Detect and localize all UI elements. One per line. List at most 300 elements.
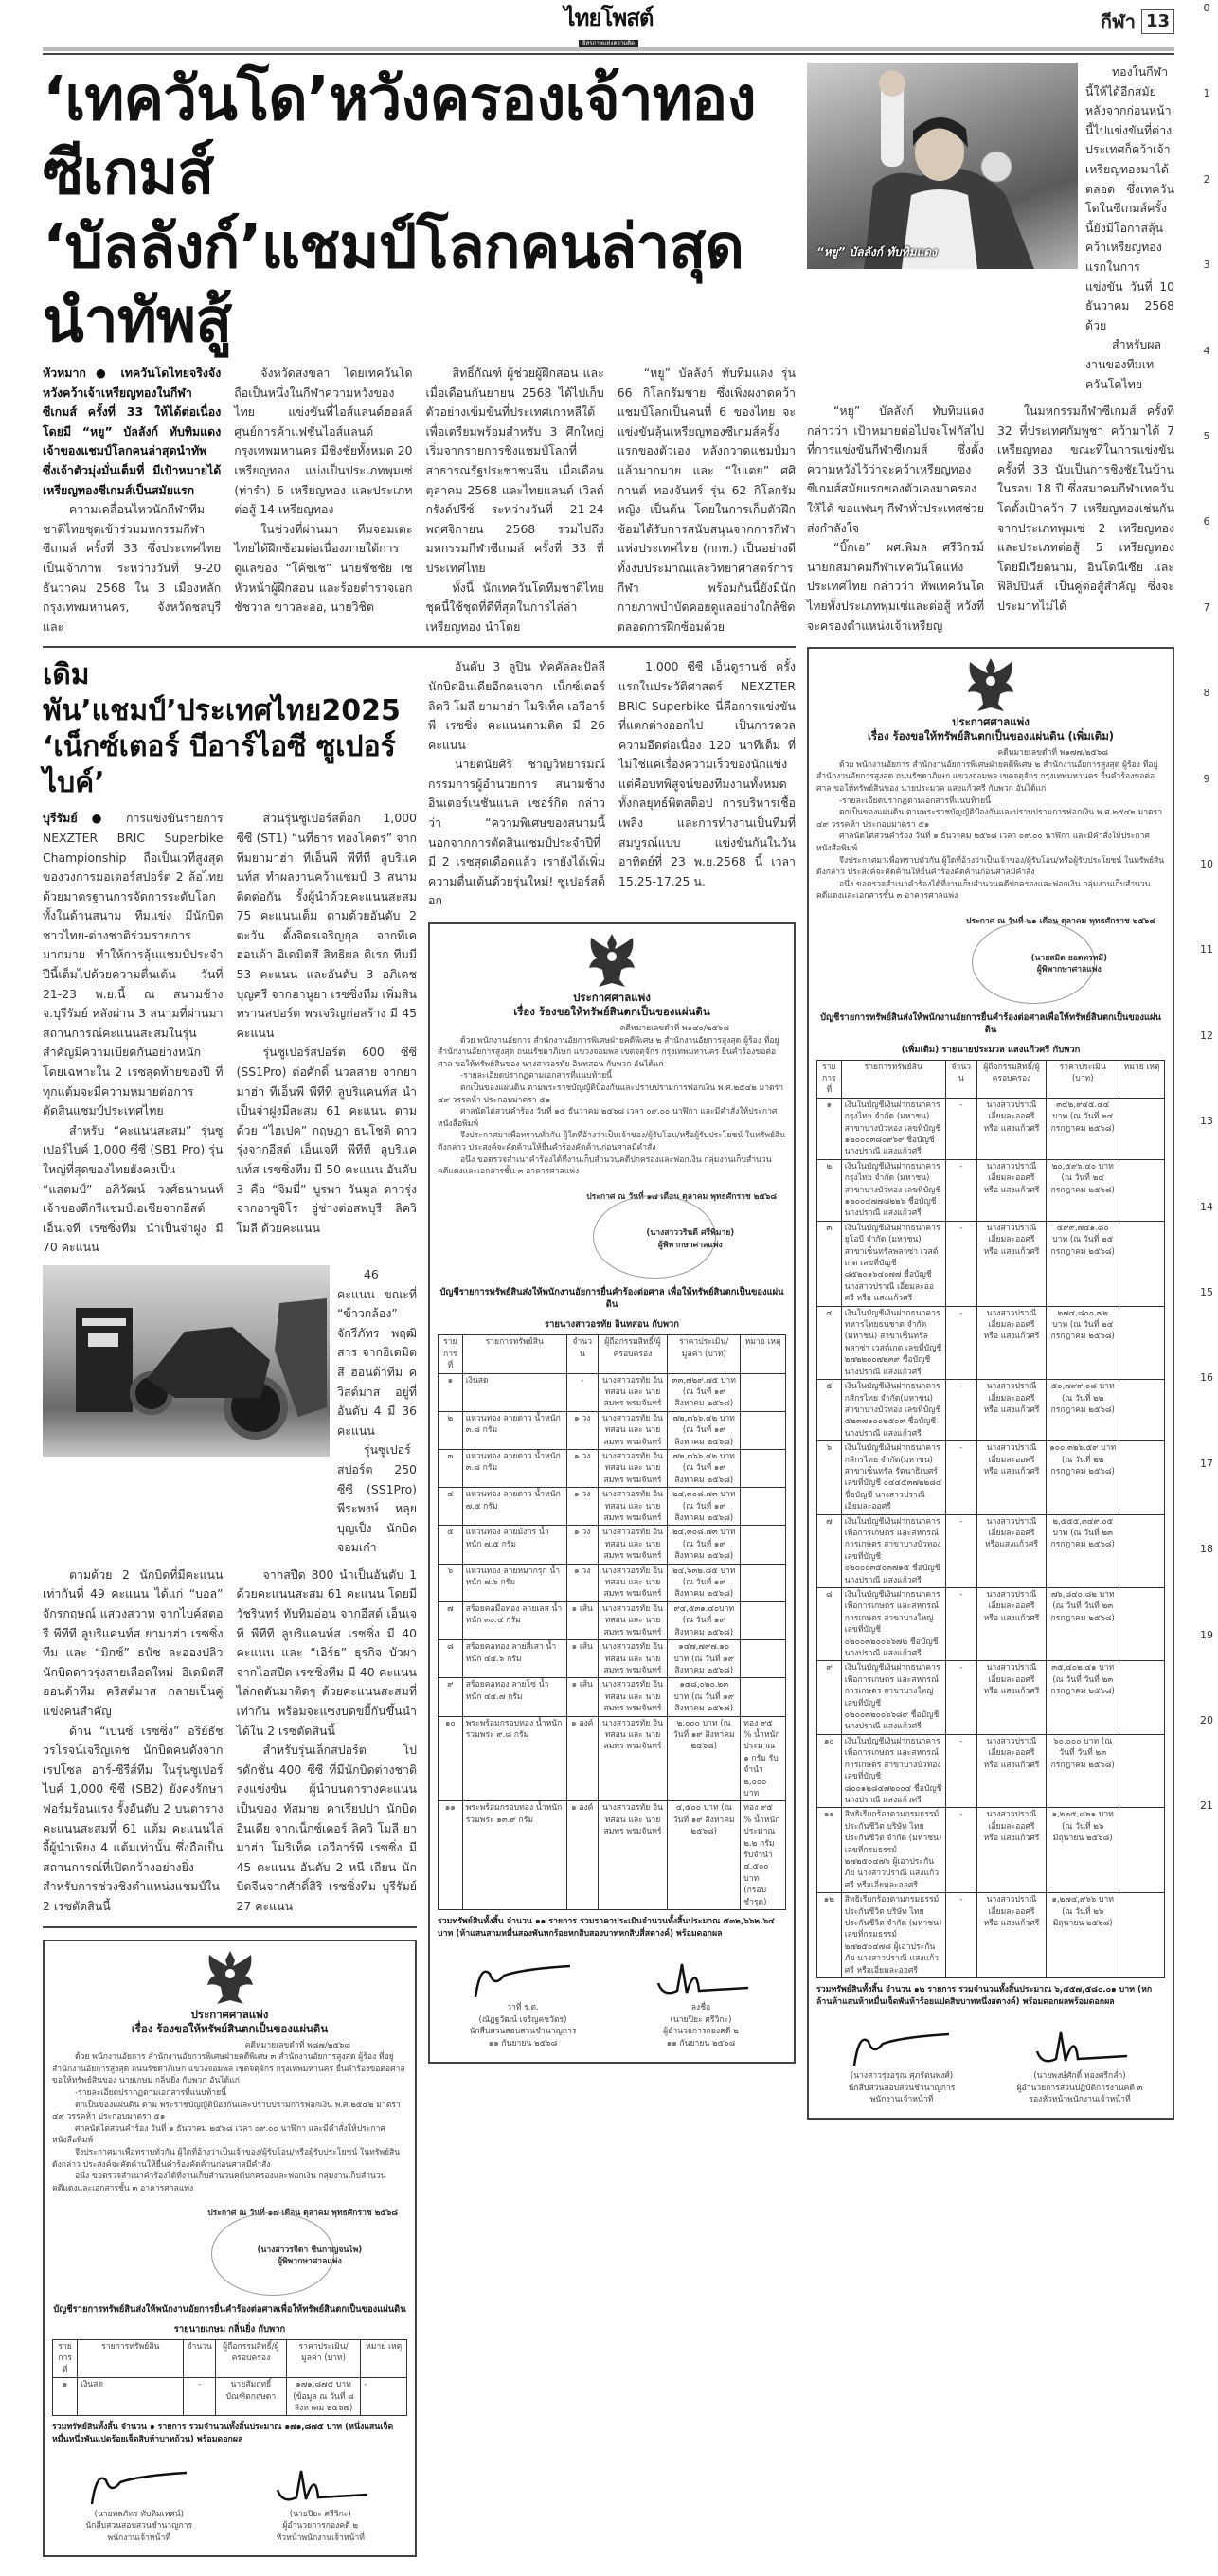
notice-paragraph: ด้วย พนักงานอัยการ สำนักงานอัยการพิเศษฝ่ายคดีพิเศษ ๒ สำนักงานอัยการสูงสุด ผู้ร้อง ที่อยู่ สำนักงานอัยการสูงสุด ถนนรัชดาภิเษก แขวงจอมพล เขตจตุจักร กรุงเทพมหานคร ยื่นคำร้องขอต่อศาล ขอให้ทรัพย์สินของ นางสาวอรทัย อินทสอน กับพวก อันได้แก่ (438, 1035, 779, 1069)
table-row (817, 1098, 1165, 1159)
notice-paragraph: จึงประกาศมาเพื่อทราบทั่วกัน ผู้ใดที่อ้างว่าเป็นเจ้าของ/ผู้รับโอน/หรือผู้รับประโยชน์ ในทรัพย์สินดังกล่าว ประสงค์จะคัดค้านให้ยื่นคำร้องคัดค้านก่อนศาลมีคำสั่ง (816, 855, 1165, 878)
signer-title: ผู้อำนวยการกองคดี ๒ (282, 2521, 359, 2531)
table-cell: - (945, 1441, 976, 1514)
paragraph: 1,000 ซีซี เอ็นดูรานซ์ ครั้งแรกในประวัติศาสตร์ NEXZTER BRIC Superbike นี่คือการแข่งขันที่แตกต่างออกไป เป็นการดวลความอึดต่อเนื่อง 120 นาทีเต็ม ที่ไม่ใช่แค่เรื่องความเร็วของนักแข่ง แต่คือบทพิสูจน์ของทีมงานทั้งหมด ทั้งกลยุทธ์พิตสต็อป การบริหารเชื้อเพลิง และการทำงานเป็นทีมที่สมบูรณ์แบบ แข่งขันกันในวันอาทิตย์ที่ 23 พ.ย.2568 นี้ เวลา 15.25-17.25 น. (618, 659, 796, 888)
column-header: หมาย เหตุ (1119, 1060, 1165, 1098)
table-cell: ๓ (817, 1221, 842, 1306)
table-cell: นางสาวอรทัย อินทสอน และ นายสมพร พรมจันทร์ (598, 1450, 667, 1488)
article2-headline (43, 657, 417, 801)
column-header: ผู้ถือกรรมสิทธิ์/ผู้ครอบครอง (976, 1060, 1046, 1098)
judge-name: (นายสมิต ยอดทรหมี) (1030, 953, 1108, 963)
table-cell: เงินในบัญชีเงินฝากธนาคารเพื่อการเกษตร และสหกรณ์การเกษตร สาขาบางบัวทอง เลขที่บัญชี ๘๐๐๑๒๘๔๗๒๐๐๔ ชื่อบัญชี นางปราณี แสงแก้วศรี (841, 1734, 945, 1807)
table-cell: เงินในบัญชีเงินฝากธนาคารกรุงไทย จำกัด (มหาชน) สาขาบางบัวทอง เลขที่บัญชี ๑๒๐๐๐๓๘๐๙๖๙ ชื่อบัญชี นางปราณี แสงแก้วศรี (841, 1098, 945, 1159)
paragraph: จังหวัดสงขลา โดยเทควันโดถือเป็นหนึ่งในกีฬาความหวังของไทย แข่งขันที่ไอส์แลนด์ฮอลล์ ศูนย์การค้าแฟชั่นไอส์แลนด์ กรุงเทพมหานคร มีชิงชัยทั้งหมด 20 เหรียญทอง แบ่งเป็นประเภทพุมเซ่ (ท่ารำ) 6 เหรียญทอง และประเภทต่อสู้ 14 เหรียญทอง (234, 366, 413, 517)
table-row (817, 1588, 1165, 1661)
table-row (439, 1411, 786, 1449)
table-cell: ๖ (439, 1564, 463, 1601)
signer-name: (ณัฏฐวัฒน์ เจริญคชวัตร) (478, 2014, 567, 2025)
signer-title: นักสืบสวนสอบสวนชำนาญการ (848, 2083, 956, 2093)
table-cell: นางสาวอรทัย อินทสอน และ นายสมพร พรมจันทร์ (598, 1564, 667, 1601)
notice-subject: เรื่อง ร้องขอให้ทรัพย์สินตกเป็นของแผ่นดิน (131, 2021, 329, 2035)
table-cell: สิทธิเรียกร้องตามกรมธรรม์ประกันชีวิต บริษัท ไทยประกันชีวิต จำกัด (มหาชน) เลขที่กรมธรรม์ ๒๗๒๕๐๔๗๘ ผู้เอาประกันภัย นางสาวปราณี แสงแก้วศรี หรือเอี่ยมละออศรี (841, 1893, 945, 1978)
table-row (439, 1564, 786, 1601)
notice-body (816, 760, 1165, 903)
right-area (807, 63, 1174, 2120)
court-seal (438, 1203, 786, 1279)
court-seal (52, 2220, 407, 2296)
article1-column (1085, 63, 1174, 394)
table-cell: นางสาวปราณี เอี่ยมละออศรี หรือ แสงแก้วศรี (976, 1098, 1046, 1159)
table-cell (1119, 1159, 1165, 1221)
article2-column (428, 657, 605, 911)
ruler-mark: 4 (1203, 344, 1210, 357)
table-cell: แหวนทอง ลายมังกร น้ำหนัก ๗.๕ กรัม (462, 1526, 566, 1564)
table-cell: ๔,๕๐๐ บาท (ณ วันที่ ๑๙ สิงหาคม ๒๕๖๘) (668, 1801, 741, 1910)
table-cell: ๑๐๐,๓๒๖.๕๙ บาท (ณ วันที่ ๒๒ กรกฎาคม ๒๕๖๘) (1047, 1441, 1119, 1514)
table-cell: ๑๑ (439, 1801, 463, 1910)
notice-paragraph: จึงประกาศมาเพื่อทราบทั่วกัน ผู้ใดที่อ้างว่าเป็นเจ้าของ/ผู้รับโอน/หรือผู้รับประโยชน์ ในทรัพย์สินดังกล่าว ประสงค์จะคัดค้านให้ยื่นคำร้องคัดค้านก่อนศาลมีคำสั่ง (52, 2147, 401, 2170)
table-cell: นางสาวอรทัย อินทสอน และ นายสมพร พรมจันทร์ (598, 1716, 667, 1801)
signer-date: พนักงานเจ้าหน้าที่ (107, 2532, 170, 2543)
table-cell: แหวนทอง ลายดาว น้ำหนัก ๓.๘ กรัม (462, 1411, 566, 1449)
table-cell: แหวนทอง ลายหมากรุก น้ำหนัก ๗.๖ กรัม (462, 1564, 566, 1601)
article2-column (43, 1565, 224, 1917)
signer-block (816, 2023, 987, 2106)
newspaper-logo (533, 6, 685, 48)
judge-signature-block (612, 1227, 769, 1251)
table-row (817, 1221, 1165, 1306)
table-cell: เงินในบัญชีเงินฝากธนาคารกสิกรไทย จำกัด(มหาชน) สาขาบางบัวทอง เลขที่บัญชี ๕๒๓๗๑๐๐๒๕๐๙ ชื่อบัญชี นางปราณี แสงแก้วศรี (841, 1380, 945, 1441)
table-cell: - (945, 1380, 976, 1441)
table-cell: ๑๒ (817, 1893, 842, 1978)
table-cell (1119, 1734, 1165, 1807)
signatures (816, 2023, 1165, 2106)
notice-date: ประกาศ ณ วันที่ ๒๑ เดือน ตุลาคม พุทธศักราช ๒๕๖๘ (966, 916, 1155, 926)
table-cell: ๗๒,๓๖๖.๔๒ บาท (ณ วันที่ ๑๙ สิงหาคม ๒๕๖๘) (668, 1450, 741, 1488)
table-cell: - (566, 1373, 598, 1411)
signer-date: พนักงานเจ้าหน้าที่ (869, 2095, 934, 2105)
table-row (817, 1441, 1165, 1514)
case-number: คดีหมายเลขดำที่ พ๑๔๐/๒๕๖๘ (619, 1024, 729, 1034)
table-cell (1119, 1808, 1165, 1893)
table-cell: ๑ (817, 1098, 842, 1159)
ruler-mark: 21 (1200, 1799, 1213, 1813)
notice-paragraph: อนึ่ง ขอตรวจสำเนาคำร้องได้ที่งานเก็บสำนวนคดีปกครองและฟอกเงิน กลุ่มงานเก็บสำนวนคดีแดงและเอกสารชั้น ๓ อาคารศาลแพ่ง (52, 2172, 386, 2193)
table-cell: พระพร้อมกรอบทอง น้ำหนัก รวมพระ ๑๓.๙ กรัม (462, 1801, 566, 1910)
signer-name: (นายปิยะ ศรีวิกะ) (289, 2509, 351, 2519)
table-cell: ๑ (53, 2378, 78, 2416)
athlete-figure-icon (807, 63, 1078, 269)
column-header: จำนวน (184, 2339, 216, 2377)
ruler-mark: 8 (1203, 687, 1210, 700)
column-header: ผู้ถือกรรมสิทธิ์/ผู้ครอบครอง (598, 1335, 667, 1373)
notice-paragraph: -รายละเอียดปรากฏตามเอกสารที่แนบท้ายนี้ (839, 796, 992, 806)
table-row (53, 2378, 407, 2416)
paragraph: อันดับ 3 ลูปิน ทัคคัลละปัลลี นักบิดอินเดียอีกคนจาก เน็กซ์เตอร์ ลิควิ โมลี ยามาฮ่า โมริเท็ค เอวีอาร์พี เรซซิ่ง คะแนนตามติด มี 26 คะแนน (428, 659, 605, 752)
ruler-mark: 9 (1203, 772, 1210, 785)
table-title: บัญชีรายการทรัพย์สินส่งให้พนักงานอัยการยื่นคำร้องต่อศาลเพื่อให้ทรัพย์สินตกเป็นของแผ่นดิน (53, 2303, 406, 2315)
table-cell: ๔๙๙,๗๔๑.๘๐ บาท (ณ วันที่ ๒๕ กรกฎาคม ๒๕๖๘) (1047, 1221, 1119, 1306)
table-header-row (439, 1335, 786, 1373)
table-cell: ๙ (439, 1678, 463, 1716)
article1-column (426, 364, 604, 636)
signer-title: ผู้อำนวยการกองคดี ๒ (663, 2027, 739, 2037)
table-header-row (53, 2339, 407, 2377)
table-cell: ๑๗๑,๘๗๕ บาท (ข้อมูล ณ วันที่ ๘ สิงหาคม ๒๕๖๗) (286, 2378, 361, 2416)
table-cell: นางสาวอรทัย อินทสอน และ นายสมพร พรมจันทร์ (598, 1678, 667, 1716)
table-row (817, 1661, 1165, 1734)
table-cell (741, 1526, 786, 1564)
case-number: คดีหมายเลขดำที่ พ๘๗/๒๕๖๘ (244, 2040, 350, 2050)
article-divider (43, 1926, 417, 1928)
table-cell: นางสาวอรทัย อินทสอน และ นายสมพร พรมจันทร์ (598, 1526, 667, 1564)
case-number: คดีหมายเลขดำที่ พ๑๗๗/๒๕๖๘ (997, 748, 1108, 759)
signature-icon (644, 1955, 758, 2002)
notice-paragraph: ตกเป็นของแผ่นดิน ตามพระราชบัญญัติป้องกันและปราบปรามการฟอกเงิน พ.ศ.๒๕๔๒ มาตรา ๔๙ วรรคห้า ประกอบมาตรา ๕๑ (816, 808, 1163, 830)
notice-paragraph: ด้วย พนักงานอัยการ สำนักงานอัยการพิเศษฝ่ายคดีพิเศษ ๓ สำนักงานอัยการสูงสุด ผู้ร้อง ที่อยู่ สำนักงานอัยการสูงสุด ถนนรัชดาภิเษก แขวงจอมพล เขตจตุจักร กรุงเทพมหานคร ยื่นคำร้องขอต่อศาล ขอให้ทรัพย์สินของ นายเกษม กลิ่นยิ่ง กับพวก อันได้แก่ (52, 2052, 405, 2086)
table-cell: สร้อยคอทอง ลายโซ่ น้ำหนัก ๔๕.๗ กรัม (462, 1678, 566, 1716)
court-notice-middle (428, 922, 796, 2064)
table-cell (741, 1564, 786, 1601)
table-cell (1119, 1514, 1165, 1587)
table-header-row (817, 1060, 1165, 1098)
paragraph: ในช่วงที่ผ่านมา ทีมจอมเตะไทยได้ฝึกซ้อมต่อเนื่องภายใต้การดูแลของ “โค้ชเช” นายชัชชัย เช หัวหน้าผู้ฝึกสอน และร้อยตำรวจเอกชัชวาล ขาวละออ, นายวิชิต (234, 521, 413, 615)
signer-prefix: ว่าที่ ร.ต. (507, 2003, 539, 2013)
asset-table (438, 1334, 786, 1910)
paragraph: ด้าน “เบนซ์ เรซซิ่ง” อริย์ธัช วรโรจน์เจริญเดช นักบิดคนดังจาก เรปโซล อาร์-ซีรีส์ทีม ในรุ่นซูเปอร์ไบค์ 1,000 ซีซี (SB2) ยังคงรักษาฟอร์มร้อนแรง รั้งอันดับ 2 บนตารางคะแนนสะสมที่ 61 แต้ม คะแนนไล่จี้ผู้นำเพียง 4 แต้มเท่านั้น ซึ่งถือเป็นสถานการณ์ที่เปิดกว้างอย่างยิ่งสำหรับการช่วงชิงตำแหน่งแชมป์ใน 2 เรซตัดสินนี้ (43, 1723, 224, 1913)
signer-title: นักสืบสวนสอบสวนชำนาญการ (85, 2521, 193, 2531)
paragraph: ความเคลื่อนไหวนักกีฬาทีมชาติไทยชุดเข้าร่วมมหกรรมกีฬาซีเกมส์ ครั้งที่ 33 ซึ่งประเทศไทยเป็นเจ้าภาพ ระหว่างวันที่ 9-20 ธันวาคม 2568 ใน 3 เมืองหลัก กรุงเทพมหานคร, จังหวัดชลบุรี และ (43, 502, 222, 634)
table-cell: ๕๐,๗๙๙.๐๘ บาท (ณ วันที่ ๒๒ กรกฎาคม ๒๕๖๘) (1047, 1380, 1119, 1441)
table-row (439, 1678, 786, 1716)
signer-date: รองหัวหน้าพนักงานเจ้าหน้าที่ (1029, 2095, 1131, 2105)
table-cell: ๑ วง (566, 1411, 598, 1449)
ruler-mark: 1 (1203, 87, 1210, 100)
article2-column (43, 809, 224, 1258)
table-cell: นายสัมฤทธิ์ บัณฑิตกฤษดา (216, 2378, 287, 2416)
table-cell: ๑ เส้น (566, 1640, 598, 1678)
table-cell: นางสาวปราณี เอี่ยมละออศรี หรือ แสงแก้วศรี (976, 1808, 1046, 1893)
notice-title: ประกาศศาลแพ่ง (190, 2007, 269, 2021)
asset-total: รวมทรัพย์สินทั้งสิ้น จำนวน ๑๑ รายการ รวมราคาประเมินจำนวนทั้งสิ้นประมาณ ๕๓๒,๖๖๒.๖๔ บาท (ห้าแสนสามหมื่นสองพันหกร้อยหกสิบสองบาทหกสิบสี่สตางค์) พร้อมดอกผล (438, 1917, 775, 1939)
table-cell: เงินในบัญชีเงินฝากธนาคารเพื่อการเกษตร และสหกรณ์การเกษตร สาขาบางบัวทอง เลขที่บัญชี ๐๒๐๐๐๓๕๐๓๗๑๕ ชื่อบัญชี นางปราณี แสงแก้วศรี (841, 1514, 945, 1587)
signer-block (52, 2461, 226, 2545)
table-row (817, 1514, 1165, 1587)
signer-date: หัวหน้าพนักงานเจ้าหน้าที่ (276, 2532, 365, 2543)
article1-column (234, 364, 412, 617)
table-cell: แหวนทอง ลายดาว น้ำหนัก ๓.๘ กรัม (462, 1450, 566, 1488)
table-cell: ๒,๐๐๐ บาท (ณ วันที่ ๑๙ สิงหาคม ๒๕๖๘) (668, 1716, 741, 1801)
table-cell: ทอง ๙๕ % น้ำหนักประมาณ ๒.๒ กรัม รับจำนำ ๔,๕๐๐ บาท (กรอบชำรุด) (741, 1801, 786, 1910)
ruler-mark: 2 (1203, 172, 1210, 186)
table-cell: นางสาวปราณี เอี่ยมละออศรี หรือ แสงแก้วศรี (976, 1734, 1046, 1807)
table-cell: สิทธิเรียกร้องตามกรมธรรม์ประกันชีวิต บริษัท ไทยประกันชีวิต จำกัด (มหาชน) เลขที่กรมธรรม์ ๒๗๒๕๐๔๗๖ ผู้เอาประกันภัย นางสาวปราณี แสงแก้วศรี หรือเอี่ยมละออศรี (841, 1808, 945, 1893)
table-cell: - (945, 1221, 976, 1306)
article1-photo-row (807, 63, 1174, 394)
athlete-photo (807, 63, 1078, 269)
table-row (439, 1640, 786, 1678)
table-cell: - (945, 1588, 976, 1661)
paragraph: บุรีรัมย์ ● การแข่งขันรายการ NEXZTER BRIC Superbike Championship ถือเป็นเวทีสูงสุดของวงการมอเตอร์สปอร์ต 2 ล้อไทย ด้วยมาตรฐานการจัดการระดับโลก ทั้งในด้านสนาม ทีมแข่ง มีนักบิดชาวไทย-ต่างชาติร่วมรายการมากมาย ทำให้การลุ้นแชมป์ประจำปีนี้เต็มไปด้วยความตื่นเต้น วันที่ 21-23 พ.ย.นี้ ณ สนามช้าง จ.บุรีรัมย์ หลังผ่าน 3 สนามที่ผ่านมา สถานการณ์คะแนนสะสมในรุ่นสำคัญมีความเบียดกันอย่างหนัก โดยเฉพาะใน 2 เรซสุดท้ายของปี ที่ทุกแต้มจะมีความหมายต่อการตัดสินแชมป์ประเทศไทย (43, 811, 224, 1118)
judge-name: (นางสาวรจิดา ชินกาญจนไพ) (257, 2245, 363, 2255)
table-cell: นางสาวปราณี เอี่ยมละออศรี หรือ แสงแก้วศรี (976, 1159, 1046, 1221)
garuda-emblem-icon (204, 1949, 257, 2008)
table-cell: ๙ (817, 1661, 842, 1734)
column-header: รายการที่ (53, 2339, 78, 2377)
ruler-mark: 10 (1200, 858, 1213, 870)
table-cell: ๙๔,๕๓๑.๔๐บาท (ณ วันที่ ๑๙ สิงหาคม ๒๕๖๘) (668, 1601, 741, 1639)
table-cell: นางสาวปราณี เอี่ยมละออศรี หรือ แสงแก้วศรี (976, 1661, 1046, 1734)
paragraph: จากสปีด 800 นำเป็นอันดับ 1 ด้วยคะแนนสะสม 61 คะแนน โดยมี วัชรินทร์ ทับทิมอ่อน จากอีสต์ เอ็นเจที พีทีที ลูบริแคนท์ส เรซซิ่ง มี 40 คะแนน และ “เอิร์ธ” ธุรกิจ บัวผา จากไอสปีด เรซซิ่งทีม มี 40 คะแนน ไล่กดดันมาติดๆ ด้วยคะแนนสะสมที่เท่ากัน พร้อมจะแซงบดขยี้กันขึ้นนำได้ใน 2 เรซตัดสินนี้ (236, 1566, 417, 1738)
table-cell: ๑ องค์ (566, 1801, 598, 1910)
table-cell: เงินในบัญชีเงินฝากธนาคารยูโอบี จำกัด (มหาชน) สาขาเซ็นทรัลพลาซ่า เวสต์เกต เลขที่บัญชี ๘๕๒๐๑๖๔๐๗๗ ชื่อบัญชี นางสาวปราณี เอี่ยมละออศรี หรือ แสงแก้วศรี (841, 1221, 945, 1306)
ruler-mark: 15 (1200, 1286, 1213, 1298)
paragraph (43, 364, 221, 500)
signature-icon (1023, 2023, 1137, 2070)
section-name: กีฬา (1100, 10, 1136, 33)
garuda-emblem-icon (585, 932, 638, 991)
signer-name: (นายพลภัทร ทับทิมเทศน์) (94, 2509, 184, 2519)
table-cell: เงินในบัญชีเงินฝากธนาคารทหารไทยธนชาต จำกัด (มหาชน) สาขาเซ็นทรัลพลาซ่า เวสต์เกต เลขที่บัญชี ๒๗๒๒๐๐๗๒๓๙ ชื่อบัญชี นางปราณี แสงแก้วศรี (841, 1306, 945, 1379)
column-header: ราคาประเมิน/มูลค่า (บาท) (668, 1335, 741, 1373)
ruler-mark: 3 (1203, 259, 1210, 272)
table-cell (741, 1450, 786, 1488)
table-cell: ๒๔,๖๓๒.๘๕ บาท (ณ วันที่ ๑๙ สิงหาคม ๒๕๖๘) (668, 1564, 741, 1601)
asset-total: รวมทรัพย์สินทั้งสิ้น จำนวน ๑๒ รายการ รวมจำนวนทั้งสิ้นประมาณ ๖,๕๕๗,๕๘๐.๐๑ บาท (หกล้านห้าแสนห้าหมื่นเจ็ดพันห้าร้อยแปดสิบบาทหนึ่งสตางค์) พร้อมดอกผลพร้อมดอกผล (816, 1985, 1153, 2007)
garuda-emblem-icon (964, 656, 1017, 715)
page-body (43, 63, 1174, 2557)
table-cell: ๑,๒๒๕,๘๒๑ บาท (ณ วันที่ ๒๖ มิถุนายน ๒๕๖๘) (1047, 1808, 1119, 1893)
table-cell: พระพร้อมกรอบทอง น้ำหนักรวมพระ ๙.๘ กรัม (462, 1716, 566, 1801)
judge-signature-block (230, 2245, 390, 2268)
table-cell: ๓๕,๔๐๒.๔๑ บาท (ณ วันที่ วันที่ ๒๓ กรกฎาคม ๒๕๖๘) (1047, 1661, 1119, 1734)
column-header: รายการที่ (439, 1335, 463, 1373)
notice-paragraph: ศาลนัดไต่สวนคำร้อง วันที่ ๑๕ ธันวาคม ๒๕๖๘ เวลา ๐๙.๐๐ นาฬิกา และมีคำสั่งให้ประกาศหนังสือพิมพ์ (438, 1107, 778, 1129)
signer-block (234, 2461, 408, 2545)
ruler-mark: 0 (1203, 2, 1210, 14)
table-cell: ๑ องค์ (566, 1716, 598, 1801)
table-cell: ๑ วง (566, 1450, 598, 1488)
table-subtitle: รายนายเกษม กลิ่นยิ่ง กับพวก (173, 2323, 286, 2334)
table-cell: ๓๓,๗๒๙.๗๕ บาท (ณ วันที่ ๑๙ สิงหาคม ๒๕๖๘) (668, 1373, 741, 1411)
table-row (817, 1306, 1165, 1379)
table-cell: ๓๔๒,๙๔๕.๔๔ บาท (ณ วันที่ ๒๔ กรกฎาคม ๒๕๖๘) (1047, 1098, 1119, 1159)
column-header: รายการทรัพย์สิน (78, 2339, 184, 2377)
signatures (52, 2461, 407, 2545)
table-cell (1119, 1098, 1165, 1159)
table-row (817, 1380, 1165, 1441)
table-subtitle: (เพิ่มเติม) รายนายประมวล แสงแก้วศรี กับพวก (901, 1044, 1081, 1055)
table-cell: - (945, 1514, 976, 1587)
notice-subject: เรื่อง ร้องขอให้ทรัพย์สินตกเป็นของแผ่นดิน (513, 1005, 710, 1019)
table-cell: นางสาวปราณี เอี่ยมละออศรี หรือแสงแก้วศรี (976, 1514, 1046, 1587)
table-cell: ๖ (817, 1441, 842, 1514)
motorcycle-pitstop-icon (43, 1265, 330, 1457)
notice-date: ประกาศ ณ วันที่ ๑๗ เดือน ตุลาคม พุทธศักราช ๒๕๖๘ (586, 1191, 777, 1202)
table-cell (741, 1488, 786, 1526)
notice-paragraph: จึงประกาศมาเพื่อทราบทั่วกัน ผู้ใดที่อ้างว่าเป็นเจ้าของ/ผู้รับโอน/หรือผู้รับประโยชน์ ในทรัพย์สินดังกล่าว ประสงค์จะคัดค้านให้ยื่นคำร้องคัดค้านก่อนศาลมีคำสั่ง (438, 1131, 786, 1153)
paragraph: ตามด้วย 2 นักบิดที่มีคะแนนเท่ากันที่ 49 คะแนน ได้แก่ “บอล” จักรกฤษณ์ แสวงสวาท จากไบค์สตอรี พีทีที ลูบริแคนท์ส ยามาฮ่า เรซซิ่งทีม และ “มิกซ์” ธนัช ละอองปลิว นักบิดดาวรุ่งสายเลือดใหม่ อิเดมิตสึ ฮอนด้าทีม คริสต์มาส กลายเป็นคู่แข่งคนสำคัญ (43, 1566, 224, 1719)
article2-column (237, 1565, 418, 1917)
dateline: หัวหมาก ● เทควันโดไทยจริงจัง หวังคว้าเจ้าเหรียญทองในกีฬาซีเกมส์ ครั้งที่ 33 ให้ได้ต่อเนื่อง โดยมี “หยู” บัลลังก์ ทับทิมแดง เจ้าของแชมป์โลกคนล่าสุดนำทัพ ซึ่งเจ้าตัวมุ่งมั่นเต็มที่ มีเป้าหมายได้เหรียญทองซีเกมส์เป็นสมัยแรก (43, 366, 222, 497)
section-label (1004, 6, 1174, 34)
signer-prefix: ลงชื่อ (690, 2003, 711, 2013)
table-cell (741, 1411, 786, 1449)
table-cell: นางสาวอรทัย อินทสอน และ นายสมพร พรมจันทร์ (598, 1488, 667, 1526)
article1-column (618, 364, 796, 636)
table-cell: ๘ (439, 1640, 463, 1678)
table-cell: สร้อยคอมือทอง ลายเลส น้ำหนัก ๓๐.๔ กรัม (462, 1601, 566, 1639)
table-cell: เงินในบัญชีเงินฝากธนาคารกรุงไทย จำกัด (มหาชน) สาขาบางบัวทอง เลขที่บัญชี ๑๒๐๐๔๗๗๘๒๒๖ ชื่อบัญชี นางปราณี แสงแก้วศรี (841, 1159, 945, 1221)
table-row (439, 1716, 786, 1801)
table-cell (1119, 1588, 1165, 1661)
table-row (439, 1526, 786, 1564)
notice-paragraph: อนึ่ง ขอตรวจสำเนาคำร้องได้ที่งานเก็บสำนวนคดีปกครองและฟอกเงิน กลุ่มงานเก็บสำนวนคดีแดงและเอกสารชั้น ๓ อาคารศาลแพ่ง (816, 879, 1151, 902)
column-header: ราคาประเมิน/มูลค่า (บาท) (286, 2339, 361, 2377)
article2-left (43, 657, 417, 2557)
signer-name: (นายปิยะ ศรีวิกะ) (670, 2014, 732, 2025)
article2-column (237, 809, 418, 1238)
paragraph: ทองในกีฬานี้ให้ได้อีกสมัย หลังจากก่อนหน้านี้ไปแข่งขันที่ต่างประเทศก็คว้าเจ้าเหรียญทองมาได้ตลอด ซึ่งเทควันโดในซีเกมส์ครั้งนี้ยังมีโอกาสลุ้นคว้าเหรียญทองแรกในการแข่งขัน วันที่ 10 ธันวาคม 2568 ด้วย (1085, 64, 1174, 332)
signer-date: ๑๑ กันยายน ๒๕๖๘ (488, 2039, 558, 2048)
table-cell: ๒ (439, 1411, 463, 1449)
notice-paragraph: ด้วย พนักงานอัยการ สำนักงานอัยการพิเศษฝ่ายคดีพิเศษ ๒ สำนักงานอัยการสูงสุด ผู้ร้อง ที่อยู่ สำนักงานอัยการสูงสุด ถนนรัชดาภิเษก แขวงจอมพล เขตจตุจักร กรุงเทพมหานคร ยื่นคำร้องขอต่อศาล ขอให้ทรัพย์สินของ นายประมวล แสงแก้วศรี กับพวก อันได้แก่ (816, 760, 1158, 794)
table-cell: ทอง ๙๕ % น้ำหนักประมาณ ๑ กรัม รับจำนำ ๒,๐๐๐ บาท (741, 1716, 786, 1801)
column-header: รายการทรัพย์สิน (462, 1335, 566, 1373)
table-cell: นางสาวอรทัย อินทสอน และ นายสมพร พรมจันทร์ (598, 1640, 667, 1678)
table-cell: เงินในบัญชีเงินฝากธนาคารเพื่อการเกษตร และสหกรณ์การเกษตร สาขาบางใหญ่ เลขที่บัญชี ๐๒๐๐๓๒๐๐๖๖๘๙ ชื่อบัญชี นางปราณี แสงแก้วศรี (841, 1661, 945, 1734)
ruler-mark: 16 (1200, 1371, 1213, 1385)
paragraph: สิทธิ์กัณฑ์ ผู้ช่วยผู้ฝึกสอน และเมื่อเดือนกันยายน 2568 ได้ไปเก็บตัวอย่างเข้มข้นที่ประเทศเกาหลีใต้ เพื่อเตรียมพร้อมสำหรับ 3 ศึกใหญ่ เริ่มจากรายการชิงแชมป์โลกที่สาธารณรัฐประชาชนจีน เมื่อเดือนตุลาคม 2568 และไทยแลนด์ เวิลด์ กรังด์ปรีซ์ ระหว่างวันที่ 21-24 พฤศจิกายน 2568 รวมไปถึงมหกรรมกีฬาซีเกมส์ ครั้งที่ 33 ที่ประเทศไทย (425, 366, 604, 575)
table-cell: ๒๐,๕๙๖.๔๐ บาท (ณ วันที่ ๒๔ กรกฎาคม ๒๕๖๘) (1047, 1159, 1119, 1221)
table-cell: นางสาวปราณี เอี่ยมละออศรี หรือ แสงแก้วศรี (976, 1306, 1046, 1379)
ruler-mark: 20 (1200, 1714, 1213, 1726)
table-cell: ๑ เส้น (566, 1601, 598, 1639)
table-cell: ๑ วง (566, 1526, 598, 1564)
paragraph: “หยู” บัลลังก์ ทับทิมแดง รุ่น 66 กิโลกรัมชาย ซึ่งเพิ่งผงาดคว้าแชมป์โลกเป็นคนที่ 6 ของไทย จะแข่งขันลุ้นเหรียญทองซีเกมส์ครั้งแรกของตัวเอง หลังกวาดแชมป์มาแล้วมากมาย และ “ใบเตย” ศศิกานต์ ทองจันทร์ รุ่น 62 กิโลกรัมหญิง เป็นต้น โดยในการเก็บตัวฝึกซ้อมได้รับการสนับสนุนจากการกีฬาแห่งประเทศไทย (กกท.) เป็นอย่างดี ทั้งงบประมาณและวิทยาศาสตร์การกีฬา พร้อมกันนี้ยังมีนักกายภาพบำบัดคอยดูแลอย่างใกล้ชิดตลอดการฝึกซ้อมด้วย (617, 366, 796, 634)
table-cell (1119, 1893, 1165, 1978)
article2-photo-row (43, 1265, 417, 1558)
headline-line: ‘บัลลังก์’แชมป์โลกคนล่าสุดนำทัพสู้ (43, 212, 743, 356)
table-cell: ๗ (817, 1514, 842, 1587)
column-header: หมาย เหตุ (361, 2339, 407, 2377)
page-number: 13 (1141, 9, 1174, 34)
pit-board-number-icon (88, 1333, 118, 1347)
table-cell: ๘ (817, 1588, 842, 1661)
table-cell: นางสาวอรทัย อินทสอน และ นายสมพร พรมจันทร์ (598, 1801, 667, 1910)
signer-name: (นางสาวรุ่งอรุณ ศุภรัตนพงศ์) (850, 2071, 954, 2082)
lower-section (43, 657, 796, 2557)
table-cell: - (945, 1893, 976, 1978)
notice-paragraph: ศาลนัดไต่สวนคำร้อง วันที่ ๑ ธันวาคม ๒๕๖๘ เวลา ๐๙.๐๐ นาฬิกา และมีคำสั่งให้ประกาศหนังสือพิมพ์ (816, 832, 1150, 853)
article2-body (43, 1565, 417, 1917)
signer-title: ผู้อำนวยการส่วนปฏิบัติการงานคดี ๓ (1016, 2083, 1143, 2093)
table-cell (741, 1678, 786, 1716)
table-cell: ๑๐ (817, 1734, 842, 1807)
notice-title: ประกาศศาลแพ่ง (573, 991, 651, 1005)
column-header: ราคาประเมิน (บาท) (1047, 1060, 1119, 1098)
table-cell (741, 1601, 786, 1639)
table-cell: ๑๑ (817, 1808, 842, 1893)
table-cell: - (945, 1661, 976, 1734)
article1-column (807, 402, 984, 635)
paragraph: ในมหกรรมกีฬาซีเกมส์ ครั้งที่ 32 ที่ประเทศกัมพูชา คว้ามาได้ 7 เหรียญทอง ขณะที่ในการแข่งขันครั้งที่ 33 นับเป็นการชิงชัยในบ้านในรอบ 18 ปี ซึ่งสมาคมกีฬาเทควันโดตั้งเป้าคว้า 7 เหรียญทองเช่นกัน จากประเภทพุมเซ่ 2 เหรียญทอง และประเภทต่อสู้ 5 เหรียญทอง โดยมีเวียดนาม, อินโดนีเซีย และฟิลิปปินส์ เป็นคู่ต่อสู้สำคัญ ซึ่งจะประมาทไม่ได้ (997, 403, 1174, 614)
table-row (817, 1893, 1165, 1978)
signature-icon (845, 2023, 958, 2070)
table-cell (1119, 1441, 1165, 1514)
table-cell: ๒,๕๕๕,๓๔๙.๐๕ บาท (ณ วันที่ ๒๓ กรกฎาคม ๒๕๖๘) (1047, 1514, 1119, 1587)
article2-body (43, 809, 417, 1258)
table-title: บัญชีรายการทรัพย์สินส่งให้พนักงานอัยการยื่นคำร้องต่อศาล เพื่อให้ทรัพย์สินตกเป็นของแผ่นดิน (439, 1287, 784, 1311)
article-divider (43, 646, 796, 648)
table-row (439, 1801, 786, 1910)
court-seal (816, 928, 1165, 1004)
article2-right (428, 657, 796, 2063)
ruler-mark: 18 (1200, 1543, 1213, 1556)
headline-line: ‘เน็กซ์เตอร์ บีอาร์ไอซี ซูเปอร์ไบค์’ (43, 730, 396, 800)
notice-body (52, 2051, 407, 2194)
table-cell: - (945, 1098, 976, 1159)
table-cell: แหวนทอง ลายดาว น้ำหนัก ๗.๕ กรัม (462, 1488, 566, 1526)
dateline: บุรีรัมย์ ● (43, 811, 113, 826)
table-cell: ๔ (439, 1488, 463, 1526)
paragraph: นายตนัยศิริ ชาญวิทยารมณ์ กรรมการผู้อำนวยการ สนามช้าง อินเตอร์เนชั่นแนล เซอร์กิต กล่าวว่า “ความพิเศษของสนามนี้ นอกจากการตัดสินแชมป์ประจำปีที่มี 2 เรซสุดเดือดแล้ว เรายังได้เพิ่มความตื่นเต้นด้วยรุ่นใหม่! ซูเปอร์สต็อก (428, 757, 605, 908)
table-cell: เงินในบัญชีเงินฝากธนาคารกสิกรไทย จำกัด(มหาชน) สาขาเซ็นทรัล รัตนาธิเบศร์ เลขที่บัญชี ๐๔๔๕๓๗๒๒๘๔ ชื่อบัญชี นางสาวปราณี เอี่ยมละออศรี (841, 1441, 945, 1514)
article2-column (337, 1265, 417, 1558)
paragraph: ส่วนรุ่นซูเปอร์สต็อก 1,000 ซีซี (ST1) “นที่ธาร ทองโคตร” จากทีมยามาฮ่า ทีเอ็นพี พีทีที ลูบริแคนท์ส ทำผลงานคว้าแชมป์ 3 สนามติดต่อกัน รั้งผู้นำด้วยคะแนนสะสม 75 คะแนนเต็ม ตามด้วยอันดับ 2 ตะวัน ตั้งจิตรเจริญกุล จากทีเค ฮอนด้า อิเดมิตสึ สิทธิผล ดิเรก ทีมมี 53 คะแนน และอันดับ 3 อภิเดช บุญศรี จากฮานูยา เรซซิ่งทีม เพิ่มสินทรานสปอร์ต พรเจริญก่อสร้าง มี 45 คะแนน (236, 811, 417, 1040)
column-header: จำนวน (566, 1335, 598, 1373)
article1-body (807, 402, 1174, 635)
column-header: รายการทรัพย์สิน (841, 1060, 945, 1098)
table-cell: ๑ วง (566, 1488, 598, 1526)
table-cell (1119, 1661, 1165, 1734)
table-row (817, 1734, 1165, 1807)
judge-signature-block (991, 953, 1148, 976)
table-cell: นางสาวอรทัย อินทสอน และ นายสมพร พรมจันทร์ (598, 1373, 667, 1411)
superbike-photo (43, 1265, 330, 1457)
photo-caption: “หยู” บัลลังก์ ทับทิมแดง (816, 245, 937, 259)
article1-body (43, 364, 796, 636)
judge-title: ผู้พิพากษาศาลแพ่ง (1036, 965, 1102, 975)
headline-line: เดิมพัน’แชมป์’ประเทศไทย2025 (43, 658, 401, 728)
pit-board-icon (82, 1318, 126, 1326)
table-cell: - (184, 2378, 216, 2416)
ruler-mark: 5 (1203, 430, 1210, 442)
ruler-mark: 7 (1203, 600, 1210, 614)
ruler-mark: 11 (1200, 943, 1213, 957)
paragraph: “หยู” บัลลังก์ ทับทิมแดง กล่าวว่า เป้าหมายต่อไปจะโฟกัสไปที่การแข่งขันกีฬาซีเกมส์ ซึ่งตั้งความหวังไว้ว่าจะคว้าเหรียญทองซีเกมส์สมัยแรกของตัวเองมาครองให้ได้ ขอแฟนๆ กีฬาทั่วประเทศช่วยส่งกำลังใจ (807, 403, 984, 535)
notice-paragraph: ศาลนัดไต่สวนคำร้อง วันที่ ๑ ธันวาคม ๒๕๖๘ เวลา ๐๙.๐๐ นาฬิกา และมีคำสั่งให้ประกาศหนังสือพิมพ์ (52, 2123, 385, 2146)
table-cell: ๕ (817, 1380, 842, 1441)
table-cell: ๓ (439, 1450, 463, 1488)
table-cell: - (945, 1734, 976, 1807)
paragraph: “บิ๊กเอ” ผศ.พิมล ศรีวิกรม์ นายกสมาคมกีฬาเทควันโดแห่งประเทศไทย กล่าวว่า ทัพเทควันโดไทยทั้งประเภทพุมเซ่และต่อสู้ หวังที่จะครองตำแหน่งเจ้าเหรียญ (807, 540, 984, 633)
table-cell: นางสาวอรทัย อินทสอน และ นายสมพร พรมจันทร์ (598, 1411, 667, 1449)
table-cell: ๒๔,๓๐๘.๗๓ บาท (ณ วันที่ ๑๙ สิงหาคม ๒๕๖๘) (668, 1488, 741, 1526)
table-cell: เงินสด (462, 1373, 566, 1411)
table-row (817, 1159, 1165, 1221)
table-cell: - (945, 1159, 976, 1221)
article1-column (43, 364, 221, 636)
signer-name: (นายพงษ์ศักดิ์ ทองศรีกล่ำ) (1033, 2071, 1126, 2082)
article2-body (428, 657, 796, 911)
signature-icon (263, 2461, 377, 2509)
table-cell: - (945, 1808, 976, 1893)
judge-title: ผู้พิพากษาศาลแพ่ง (657, 1240, 723, 1250)
asset-table (816, 1060, 1165, 1978)
masthead-rule (43, 47, 1174, 55)
table-cell: ๕ (439, 1526, 463, 1564)
